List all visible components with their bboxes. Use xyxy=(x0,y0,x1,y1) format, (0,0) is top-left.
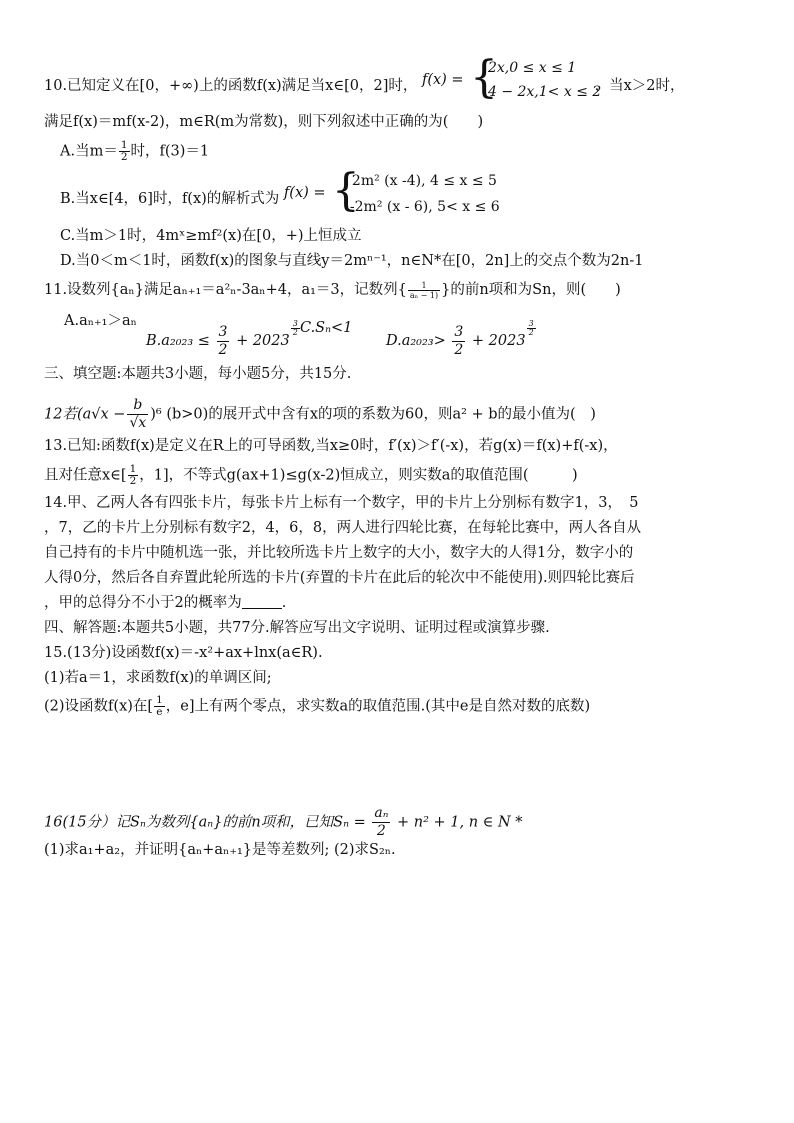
q10-case1: 2x,0 ≤ x ≤ 1 xyxy=(487,60,577,76)
frac-num: 1 xyxy=(408,281,440,291)
q15-frac xyxy=(154,695,165,718)
q10-stem-text-b: ，当x＞2时， xyxy=(594,78,685,94)
q10-option-a xyxy=(60,140,209,163)
q11-option-b-text-b: + 2023 xyxy=(236,333,290,349)
frac-num: aₙ xyxy=(374,805,389,821)
q15-line2: (1)若a＝1，求函数f(x)的单调区间; xyxy=(44,670,272,686)
q11-frac xyxy=(408,281,440,300)
q12-text: 12若(a√x − xyxy=(44,406,126,423)
section-4-header: 四、解答题:本题共5小题，共77分.解答应写出文字说明、证明过程或演算步骤. xyxy=(44,620,550,636)
q10-option-b-brace: { xyxy=(331,165,360,216)
q10-option-c: C.当m＞1时，4mˣ≥mf²(x)在[0，+)上恒成立 xyxy=(60,228,362,244)
q11-option-b-exp xyxy=(291,320,300,337)
q16-line2: (1)求a₁+a₂，并证明{aₙ+aₙ₊₁}是等差数列; (2)求S₂ₙ. xyxy=(44,842,396,858)
q10-option-b xyxy=(60,165,534,216)
frac-den: 2 xyxy=(129,475,137,487)
q10-stem-text: 10.已知定义在[0，+∞)上的函数f(x)满足当x∈[0，2]时， xyxy=(44,78,418,94)
q10-case2: 4 − 2x,1< x ≤ 2 xyxy=(487,84,602,100)
frac-num: 1 xyxy=(129,463,137,475)
q13-line2-text-b: ，1]，不等式g(ax+1)≤g(x-2)恒成立，则实数a的取值范围( ) xyxy=(139,467,578,484)
q16-line1-text: 16(15分）记Sₙ为数列{aₙ}的前n项和，已知Sₙ = xyxy=(44,814,366,831)
frac-den: e xyxy=(156,706,163,718)
q10-option-b-piecewise xyxy=(283,165,534,216)
frac-num: 3 xyxy=(528,319,534,328)
frac-den: aₙ − 1) xyxy=(409,290,439,300)
q14-line1: 14.甲、乙两人各有四张卡片，每张卡片上标有一个数字，甲的卡片上分别标有数字1，3， 5 xyxy=(44,495,639,511)
q13-line1: 13.已知:函数f(x)是定义在R上的可导函数,当x≥0时，f′(x)＞f′(-x)，若g(x)＝f(x)+f(-x)， xyxy=(44,438,618,454)
q10-stem-line1 xyxy=(44,52,685,103)
q10-stem-line2: 满足f(x)＝mf(x-2)，m∈R(m为常数)，则下列叙述中正确的为( ) xyxy=(44,114,484,130)
q11-option-d-text: D.a₂₀₂₃> xyxy=(386,333,446,349)
q11-stem xyxy=(44,280,621,300)
q11-option-d-frac xyxy=(452,324,465,359)
q14-line3: 自己持有的卡片中随机选一张，并比较所选卡片上数字的大小，数字大的人得1分，数字小的 xyxy=(44,545,634,561)
answer-blank xyxy=(242,594,282,609)
q10-option-b-text: B.当x∈[4，6]时，f(x)的解析式为 xyxy=(60,191,280,207)
q10-option-a-text: A.当m＝ xyxy=(60,143,118,160)
q10-option-b-case1: 2m² (x -4), 4 ≤ x ≤ 5 xyxy=(351,173,497,189)
frac-num: 3 xyxy=(292,319,298,328)
q11-option-d xyxy=(386,320,537,359)
q15-line3 xyxy=(44,695,590,718)
frac-den: √x xyxy=(129,415,147,431)
frac-num: 1 xyxy=(156,694,163,706)
q16-line1-text-b: + n² + 1, n ∈ N * xyxy=(397,814,523,831)
frac-num: b xyxy=(127,397,148,415)
frac-den: 2 xyxy=(120,151,128,163)
q14-line5-text-b: . xyxy=(281,595,287,611)
q10-option-a-text-b: 时，f(3)＝1 xyxy=(130,143,210,160)
q14-line5-text: ，甲的总得分不小于2的概率为 xyxy=(44,595,242,611)
frac-den: 2 xyxy=(376,823,386,839)
section-3-header: 三、填空题:本题共3小题，每小题5分，共15分. xyxy=(44,366,352,382)
q16-frac xyxy=(372,805,390,840)
q10-piecewise xyxy=(421,52,602,103)
q10-option-d: D.当0＜m＜1时，函数f(x)的图象与直线y＝2mⁿ⁻¹，n∈N*在[0，2n]上的交点个数为2n-1 xyxy=(60,253,644,269)
q12 xyxy=(44,397,596,432)
q12-text-b: )⁶ (b>0)的展开式中含有x的项的系数为60，则a² + b的最小值为( ) xyxy=(150,406,596,423)
q15-line3-text-b: ，e]上有两个零点，求实数a的取值范围.(其中e是自然对数的底数) xyxy=(165,698,591,715)
q11-stem-text: 11.设数列{aₙ}满足aₙ₊₁＝a²ₙ-3aₙ+4，a₁＝3，记数列{ xyxy=(44,282,407,298)
q14-line5 xyxy=(44,593,286,613)
frac-num: 1 xyxy=(120,139,128,151)
q11-option-a: A.aₙ₊₁＞aₙ xyxy=(64,313,137,329)
q10-option-a-frac xyxy=(119,140,130,163)
frac-num: 3 xyxy=(218,323,228,340)
frac-den: 2 xyxy=(292,328,298,337)
q11-option-b-text: B.a₂₀₂₃ ≤ xyxy=(146,333,210,349)
q13-line2-text: 且对任意x∈[ xyxy=(44,467,127,484)
q11-option-d-exp xyxy=(527,320,536,337)
q11-option-d-text-b: + 2023 xyxy=(471,333,526,349)
q16-line1 xyxy=(44,805,523,840)
frac-den: 2 xyxy=(528,328,534,337)
q15-line1: 15.(13分)设函数f(x)＝-x²+ax+lnx(a∈R). xyxy=(44,645,323,661)
q13-frac xyxy=(128,464,139,487)
q12-frac xyxy=(127,397,148,432)
frac-den: 2 xyxy=(218,341,228,358)
q11-stem-text-b: }的前n项和为Sn，则( ) xyxy=(441,282,621,298)
q10-brace: { xyxy=(469,52,498,103)
q13-line2 xyxy=(44,464,578,487)
q11-option-b xyxy=(146,320,301,359)
q11-option-b-frac xyxy=(217,324,230,359)
q10-fx-label: f(x) = xyxy=(421,72,464,88)
frac-den: 2 xyxy=(454,341,464,358)
frac-num: 3 xyxy=(454,323,464,340)
q11-option-c: C.Sₙ<1 xyxy=(300,320,353,336)
q10-option-b-case2: -2m² (x - 6), 5< x ≤ 6 xyxy=(349,199,500,215)
q10-option-b-fx: f(x) = xyxy=(283,185,326,201)
q15-line3-text: (2)设函数f(x)在[ xyxy=(44,698,154,715)
q14-line2: ，7，乙的卡片上分别标有数字2，4，6，8，两人进行四轮比赛，在每轮比赛中，两人各自从 xyxy=(44,520,642,536)
q14-line4: 人得0分，然后各自弃置此轮所选的卡片(弃置的卡片在此后的轮次中不能使用).则四轮比赛后 xyxy=(44,570,635,586)
